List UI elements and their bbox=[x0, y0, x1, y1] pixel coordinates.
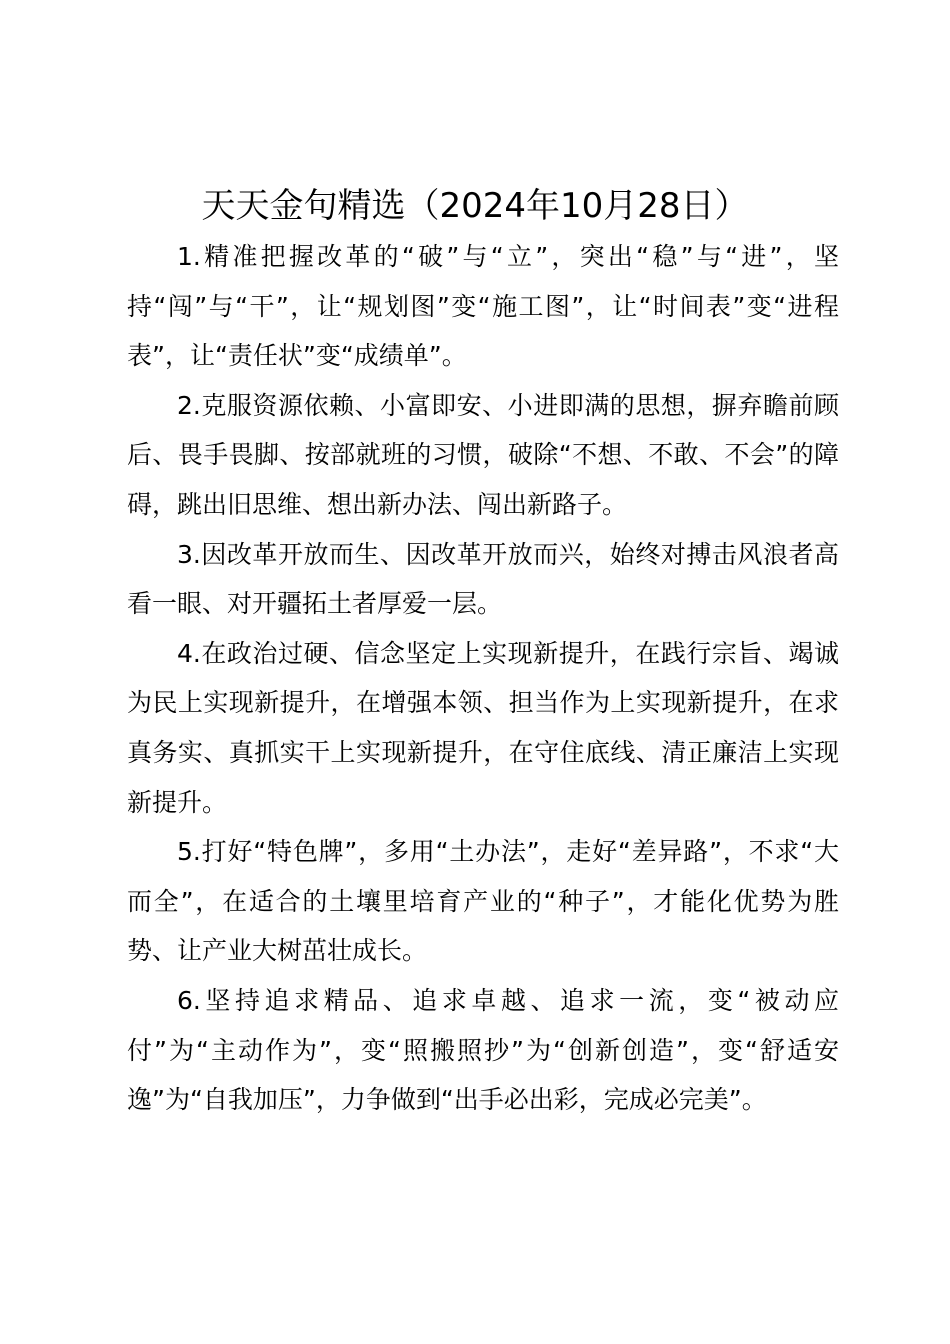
paragraph-2: 2.克服资源依赖、小富即安、小进即满的思想，摒弃瞻前顾后、畏手畏脚、按部就班的习惯，破除“不想、不敢、不会”的障碍，跳出旧思维、想出新办法、闯出新路子。 bbox=[127, 390, 839, 519]
document-title: 天天金句精选（2024年10月28日） bbox=[201, 186, 749, 226]
document-body bbox=[127, 232, 839, 1125]
paragraph-5: 5.打好“特色牌”，多用“土办法”，走好“差异路”，不求“大而全”，在适合的土壤里培育产业的“种子”，才能化优势为胜势、让产业大树茁壮成长。 bbox=[127, 837, 839, 966]
paragraph-1: 1.精准把握改革的“破”与“立”，突出“稳”与“进”，坚持“闯”与“干”，让“规划图”变“施工图”，让“时间表”变“进程表”，让“责任状”变“成绩单”。 bbox=[127, 242, 839, 371]
paragraph-4: 4.在政治过硬、信念坚定上实现新提升，在践行宗旨、竭诚为民上实现新提升，在增强本领、担当作为上实现新提升，在求真务实、真抓实干上实现新提升，在守住底线、清正廉洁上实现新提升。 bbox=[127, 638, 839, 817]
paragraph-3: 3.因改革开放而生、因改革开放而兴，始终对搏击风浪者高看一眼、对开疆拓土者厚爱一层。 bbox=[127, 539, 839, 619]
paragraph-6: 6.坚持追求精品、追求卓越、追求一流，变“被动应付”为“主动作为”，变“照搬照抄”为“创新创造”，变“舒适安逸”为“自我加压”，力争做到“出手必出彩，完成必完美”。 bbox=[127, 985, 839, 1115]
